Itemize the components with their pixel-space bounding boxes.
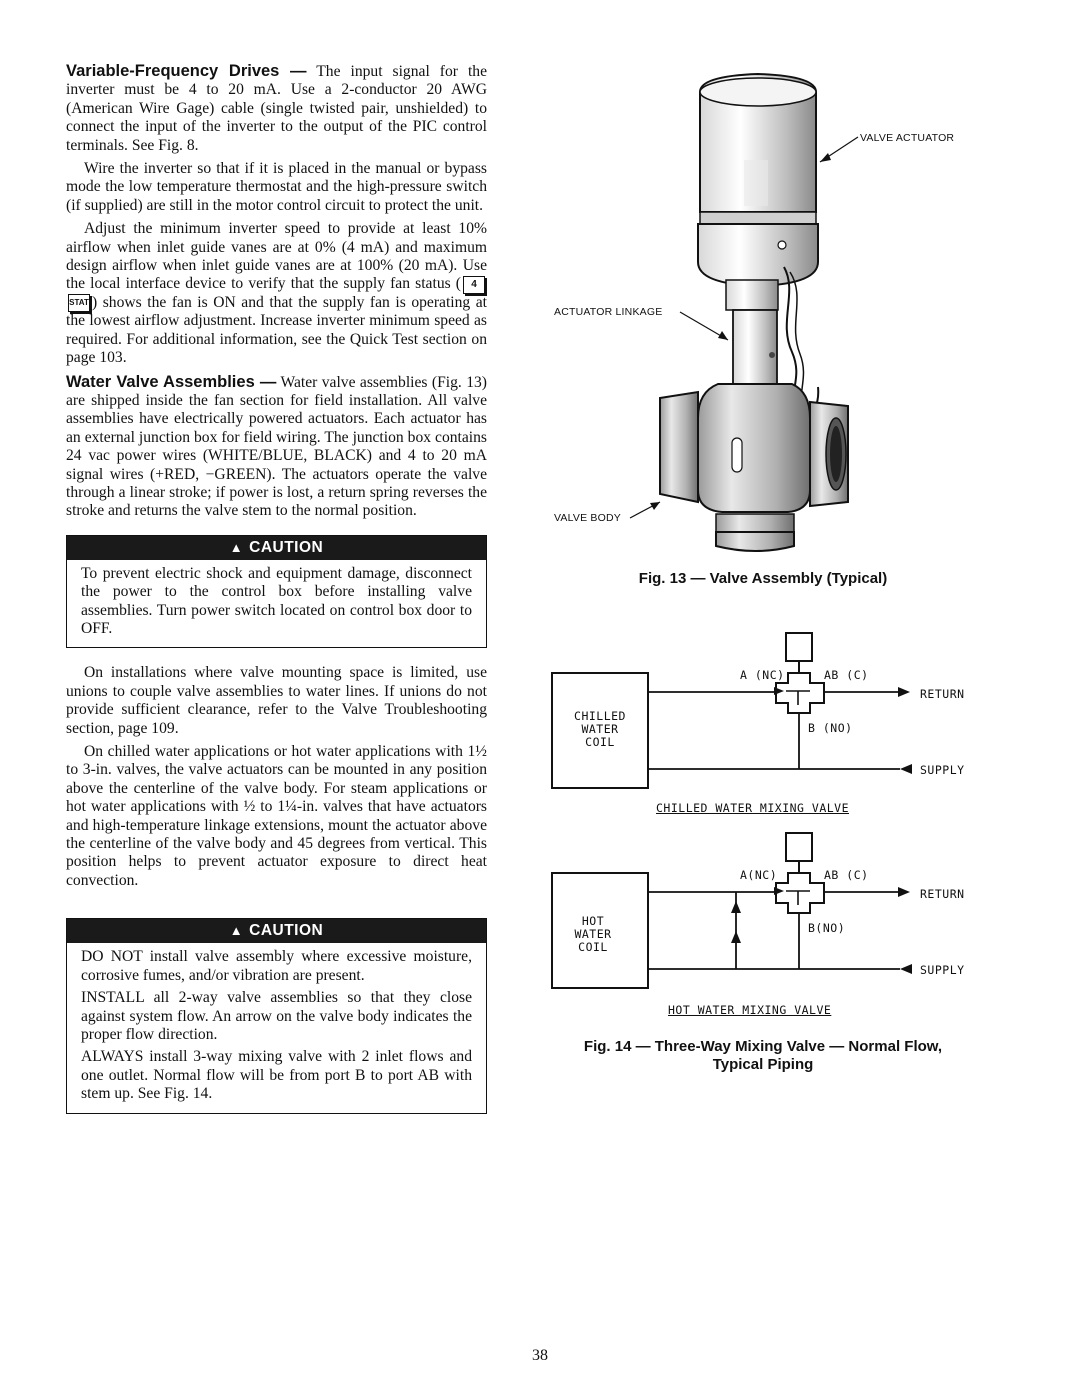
wva-paragraph: [66, 373, 487, 521]
hot-coil-line-2: WATER: [574, 927, 612, 941]
warning-icon: ▲: [229, 539, 244, 555]
vfd-text-3b: ) shows the fan is ON and that the supply fan is operating at the lowest airflow adjustment. Increase inverter minimum speed as required. For additional information, see the Quick Test section on page 103.: [66, 293, 487, 367]
vfd-paragraph: [66, 62, 487, 155]
figure-13-caption: Fig. 13 — Valve Assembly (Typical): [638, 570, 888, 587]
hot-coil-label: [552, 915, 634, 954]
figure-13: [548, 62, 978, 562]
key-4-icon: 4: [463, 276, 485, 294]
caution-header-2: [67, 919, 486, 943]
caution-header-1: [67, 536, 486, 560]
vfd-text-1: The input signal for the inverter must be 4 to 20 mA. Use a 2-conductor 20 AWG (American Wire Gage) cable (single twisted pair, unshielded) to connect the input of the inverter to the output of the PIC control terminals. See Fig. 8.: [66, 63, 487, 154]
figure-14-caption-line-2: Typical Piping: [712, 1056, 814, 1073]
left-column: [66, 62, 487, 1130]
chilled-coil-label: [552, 710, 648, 749]
mixing-valve-diagrams: [548, 625, 978, 1025]
chilled-diagram-title: CHILLED WATER MIXING VALVE: [656, 801, 850, 815]
warning-icon: ▲: [229, 923, 244, 939]
figure-14-caption-line-1: Fig. 14 — Three-Way Mixing Valve — Normal Flow,: [583, 1038, 943, 1055]
actuator-box: [786, 833, 812, 861]
hot-port-abc: AB (C): [824, 868, 869, 882]
caution-title-1: CAUTION: [249, 538, 324, 556]
vfd-heading: Variable-Frequency Drives —: [66, 62, 307, 80]
hot-return-label: RETURN: [920, 887, 965, 901]
hot-port-bno: B(NO): [808, 921, 846, 935]
chilled-apps-text: On chilled water applications or hot water applications with 1½ to 3-in. valves, the valve actuators can be mounted in any position above the centerline of the valve body. For steam applications or hot water applications with ½ to 1¼-in. valves that have actuators and high-temperature linkage extensions, mount the actuator above the centerline of the valve body and 45 degrees from vertical. This position helps to prevent actuator exposure to direct heat convection.: [66, 743, 487, 889]
figure-14-caption: [548, 1038, 978, 1074]
wva-text-1: Water valve assemblies (Fig. 13) are shipped inside the fan section for field installation. All valve assemblies have electrically powered actuators. Each actuator has an external junction box for field wiring. The junction box contains 24 vac power wires (WHITE/BLUE, BLACK) and 4 to 20 mA signal wires (+RED, −GREEN). The actuators operate the valve through a linear stroke; if power is lost, a return spring reverses the stroke and returns the valve stem to the normal position.: [66, 373, 488, 520]
chilled-port-bno: B (NO): [808, 721, 853, 735]
caution-title-2: CAUTION: [249, 922, 324, 940]
caution-text-1: To prevent electric shock and equipment damage, disconnect the power to the control box before installing valve assemblies. Turn power switch located on control box door to OFF.: [81, 564, 472, 637]
label-valve-body: VALVE BODY: [554, 512, 621, 524]
hot-supply-label: SUPPLY: [920, 963, 965, 977]
caution-body-1: [67, 560, 486, 648]
caution-text-2a: DO NOT install valve assembly where excessive moisture, corrosive fumes, and/or vibration are present.: [81, 948, 472, 984]
caution-box-1: [66, 535, 487, 649]
mixing-valve-symbol: [776, 873, 824, 913]
hot-coil-line-3: COIL: [578, 940, 608, 954]
chilled-coil-line-3: COIL: [585, 735, 615, 749]
vfd-text-3a: Adjust the minimum inverter speed to provide at least 10% airflow when inlet guide vanes are at 0% (4 mA) and maximum design airflow when inlet guide vanes are at 100% (20 mA). Use the local interface device to verify that the supply fan status (: [66, 220, 487, 293]
valve-body-drawing: [660, 384, 848, 551]
caution-body-2: [67, 943, 486, 1112]
label-valve-actuator: VALVE ACTUATOR: [860, 132, 955, 144]
chilled-return-label: RETURN: [920, 687, 965, 701]
page-number: 38: [532, 1347, 548, 1364]
chilled-port-abc: AB (C): [824, 668, 869, 682]
caution-box-2: [66, 918, 487, 1113]
chilled-port-anc: A (NC): [740, 668, 785, 682]
key-stat-icon: STAT: [68, 294, 90, 312]
chilled-coil-line-2: WATER: [581, 722, 619, 736]
actuator-box: [786, 633, 812, 661]
figure-14: [548, 625, 978, 1025]
valve-actuator-drawing: [698, 74, 818, 286]
caution-text-2c: ALWAYS install 3-way mixing valve with 2 inlet flows and one outlet. Normal flow will be from port B to port AB with stem up. See Fig. 14.: [81, 1048, 472, 1103]
label-actuator-linkage: ACTUATOR LINKAGE: [554, 306, 663, 318]
hot-port-anc: A(NC): [740, 868, 778, 882]
vfd-text-2: Wire the inverter so that if it is placed in the manual or bypass mode the low temperature thermostat and the high-pressure switch (if supplied) are still in the motor control circuit to protect the unit.: [66, 160, 487, 214]
hot-diagram-title: HOT WATER MIXING VALVE: [668, 1003, 832, 1017]
chilled-supply-label: SUPPLY: [920, 763, 965, 777]
hot-coil-line-1: HOT: [581, 914, 605, 928]
caution-text-2b: INSTALL all 2-way valve assemblies so that they close against system flow. An arrow on the valve body indicates the proper flow direction.: [81, 989, 472, 1043]
vfd-paragraph-3: [66, 220, 487, 367]
wva-heading: Water Valve Assemblies —: [66, 372, 277, 391]
chilled-coil-line-1: CHILLED: [574, 709, 626, 723]
hot-water-diagram: [552, 833, 912, 988]
unions-text: On installations where valve mounting space is limited, use unions to couple valve assemblies to water lines. If unions do not provide sufficient clearance, refer to the Valve Troubleshooting section, page 109.: [66, 664, 487, 737]
